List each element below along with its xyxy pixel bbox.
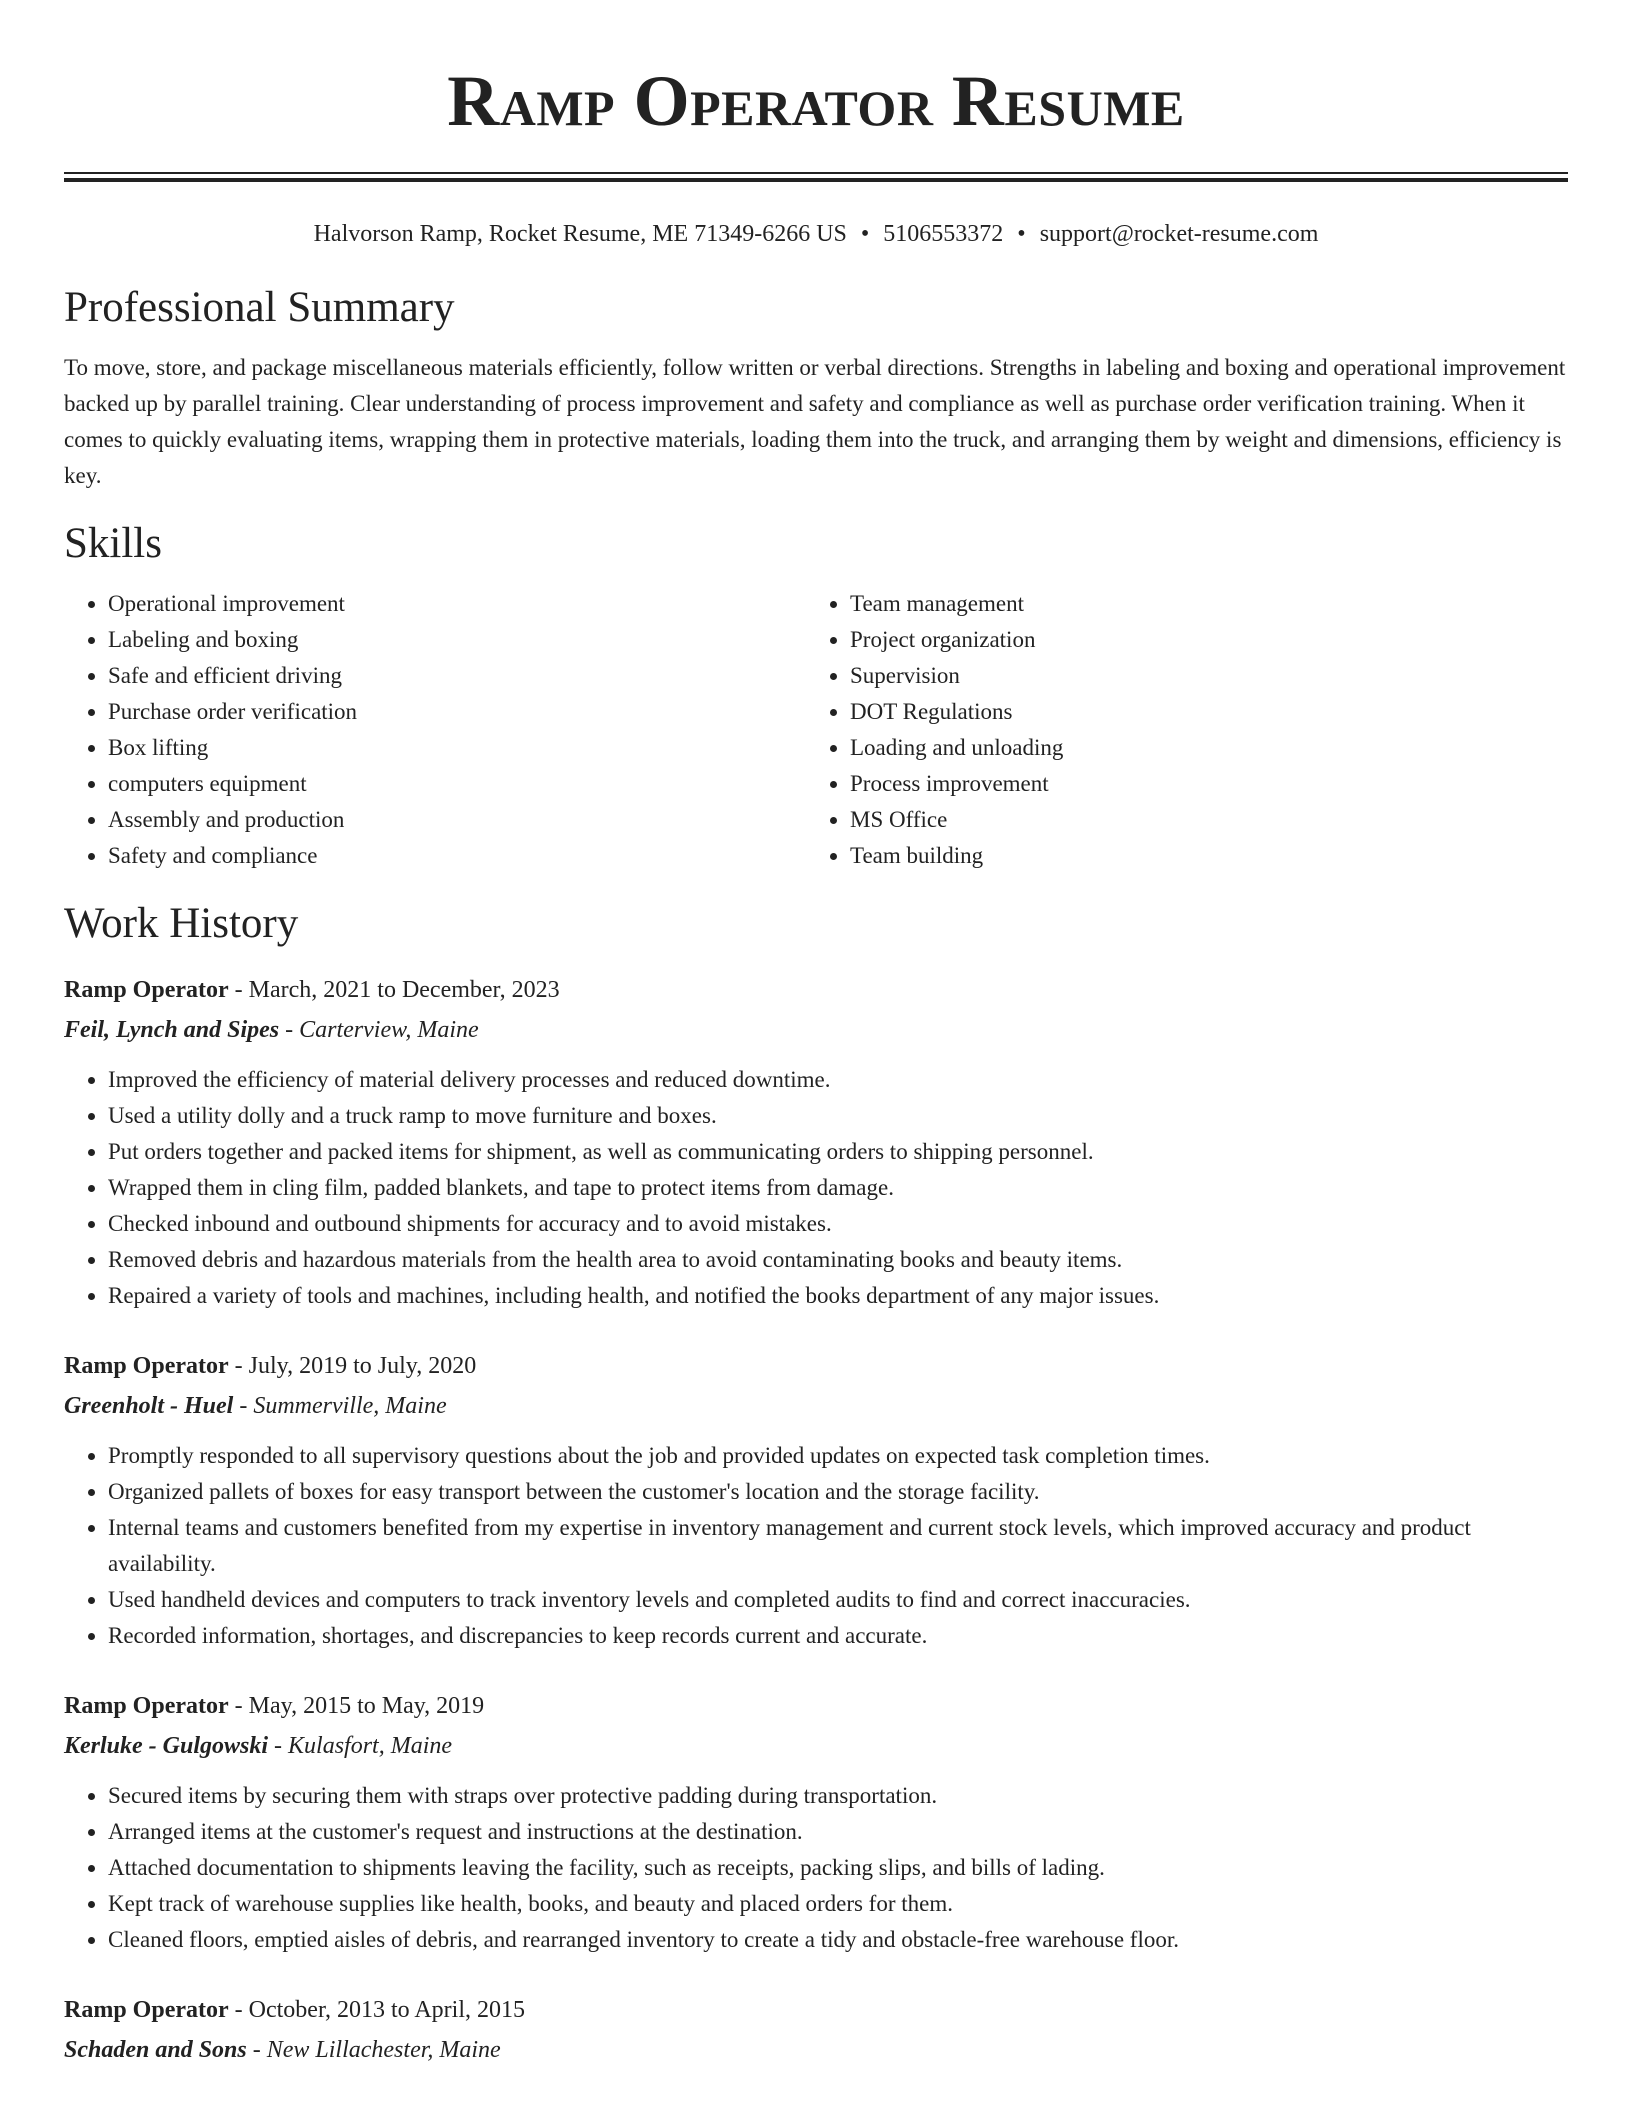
skill-item: • Labeling and boxing (108, 622, 806, 658)
skill-item: • Team management (850, 586, 1548, 622)
duty-list (64, 1062, 1568, 1314)
company-name: Schaden and Sons (64, 2037, 247, 2063)
job-entry (64, 970, 1568, 1314)
skill-item: • MS Office (850, 802, 1548, 838)
contact-separator: • (1017, 221, 1026, 247)
company-line: Feil, Lynch and Sipes - Carterview, Maine (64, 1017, 479, 1043)
skill-item: • Safety and compliance (108, 838, 806, 874)
duty-item: • Recorded information, shortages, and discrepancies to keep records current and accurate. (108, 1618, 1568, 1654)
company-name: Kerluke - Gulgowski (64, 1733, 269, 1759)
skill-item: • DOT Regulations (850, 694, 1548, 730)
job-title-line: Ramp Operator - October, 2013 to April, 2015 (64, 1997, 525, 2023)
skills-columns (64, 586, 1568, 874)
skill-item: • Operational improvement (108, 586, 806, 622)
contact-line (64, 218, 1568, 250)
job-title-line: Ramp Operator - March, 2021 to December, 2023 (64, 977, 560, 1003)
contact-separator: • (860, 221, 870, 247)
skill-item: • Purchase order verification (108, 694, 806, 730)
job-title-line: Ramp Operator - July, 2019 to July, 2020 (64, 1353, 477, 1379)
skills-list-left (64, 586, 806, 874)
duty-item: • Arranged items at the customer's request and instructions at the destination. (108, 1814, 1568, 1850)
job-entry (64, 1990, 1568, 2070)
duty-item: • Wrapped them in cling film, padded blankets, and tape to protect items from damage. (108, 1170, 1568, 1206)
duty-item: • Cleaned floors, emptied aisles of debris, and rearranged inventory to create a tidy and obstacle-free warehouse floor. (108, 1922, 1568, 1958)
work-history-list (64, 970, 1568, 2070)
skill-item: • Process improvement (850, 766, 1548, 802)
job-title: Ramp Operator (64, 977, 229, 1003)
skill-item: • Supervision (850, 658, 1548, 694)
duty-item: • Improved the efficiency of material delivery processes and reduced downtime. (108, 1062, 1568, 1098)
company-name: Greenholt - Huel (64, 1393, 234, 1419)
company-name: Feil, Lynch and Sipes (64, 1017, 280, 1043)
duty-item: • Used handheld devices and computers to track inventory levels and completed audits to find and correct inaccuracies. (108, 1582, 1568, 1618)
skills-list-right (806, 586, 1548, 874)
duty-item: • Repaired a variety of tools and machines, including health, and notified the books department of any major issues. (108, 1278, 1568, 1314)
skill-item: • Assembly and production (108, 802, 806, 838)
company-line: Schaden and Sons - New Lillachester, Maine (64, 2037, 501, 2063)
duty-item: • Used a utility dolly and a truck ramp to move furniture and boxes. (108, 1098, 1568, 1134)
duty-item: • Attached documentation to shipments leaving the facility, such as receipts, packing slips, and bills of lading. (108, 1850, 1568, 1886)
duty-item: • Put orders together and packed items for shipment, as well as communicating orders to shipping personnel. (108, 1134, 1568, 1170)
skill-item: • Project organization (850, 622, 1548, 658)
contact-email: support@rocket-resume.com (1039, 221, 1319, 247)
duty-item: • Organized pallets of boxes for easy transport between the customer's location and the storage facility. (108, 1474, 1568, 1510)
job-dates: March, 2021 to December, 2023 (248, 977, 560, 1003)
job-entry (64, 1686, 1568, 1958)
duty-item: • Removed debris and hazardous materials from the health area to avoid contaminating books and beauty items. (108, 1242, 1568, 1278)
summary-text: To move, store, and package miscellaneous materials efficiently, follow written or verbal directions. Strengths in labeling and boxing and operational improvement backed up by parallel training. Clear understanding of process improvement and safety and compliance as well as purchase order verification training. When it comes to quickly evaluating items, wrapping them in protective materials, loading them into the truck, and arranging them by weight and dimensions, efficiency is key. (64, 355, 1566, 488)
title-divider (64, 172, 1568, 182)
company-line: Kerluke - Gulgowski - Kulasfort, Maine (64, 1733, 453, 1759)
duty-list (64, 1778, 1568, 1958)
company-line: Greenholt - Huel - Summerville, Maine (64, 1393, 447, 1419)
company-location: New Lillachester, Maine (266, 2037, 501, 2063)
job-dates: October, 2013 to April, 2015 (248, 1997, 525, 2023)
job-title: Ramp Operator (64, 1353, 229, 1379)
job-title: Ramp Operator (64, 1693, 229, 1719)
duty-item: • Kept track of warehouse supplies like health, books, and beauty and placed orders for them. (108, 1886, 1568, 1922)
duty-item: • Secured items by securing them with straps over protective padding during transportation. (108, 1778, 1568, 1814)
company-location: Carterview, Maine (299, 1017, 479, 1043)
summary-heading: Professional Summary (64, 284, 455, 331)
page-title: Ramp Operator Resume (447, 61, 1185, 141)
job-dates: May, 2015 to May, 2019 (248, 1693, 485, 1719)
company-location: Kulasfort, Maine (288, 1733, 453, 1759)
duty-item: • Promptly responded to all supervisory questions about the job and provided updates on expected task completion times. (108, 1438, 1568, 1474)
work-history-heading: Work History (64, 900, 299, 947)
skill-item: • Loading and unloading (850, 730, 1548, 766)
contact-address: Halvorson Ramp, Rocket Resume, ME 71349-6266 US (313, 221, 847, 247)
job-entry (64, 1346, 1568, 1654)
skill-item: • Box lifting (108, 730, 806, 766)
contact-phone: 5106553372 (883, 221, 1004, 247)
skill-item: • Team building (850, 838, 1548, 874)
skills-heading: Skills (64, 520, 162, 567)
job-title: Ramp Operator (64, 1997, 229, 2023)
skill-item: • Safe and efficient driving (108, 658, 806, 694)
company-location: Summerville, Maine (253, 1393, 447, 1419)
duty-item: • Checked inbound and outbound shipments for accuracy and to avoid mistakes. (108, 1206, 1568, 1242)
skill-item: • computers equipment (108, 766, 806, 802)
job-dates: July, 2019 to July, 2020 (248, 1353, 477, 1379)
duty-item: • Internal teams and customers benefited from my expertise in inventory management and current stock levels, which improved accuracy and product availability. (108, 1510, 1568, 1582)
job-title-line: Ramp Operator - May, 2015 to May, 2019 (64, 1693, 485, 1719)
duty-list (64, 1438, 1568, 1654)
